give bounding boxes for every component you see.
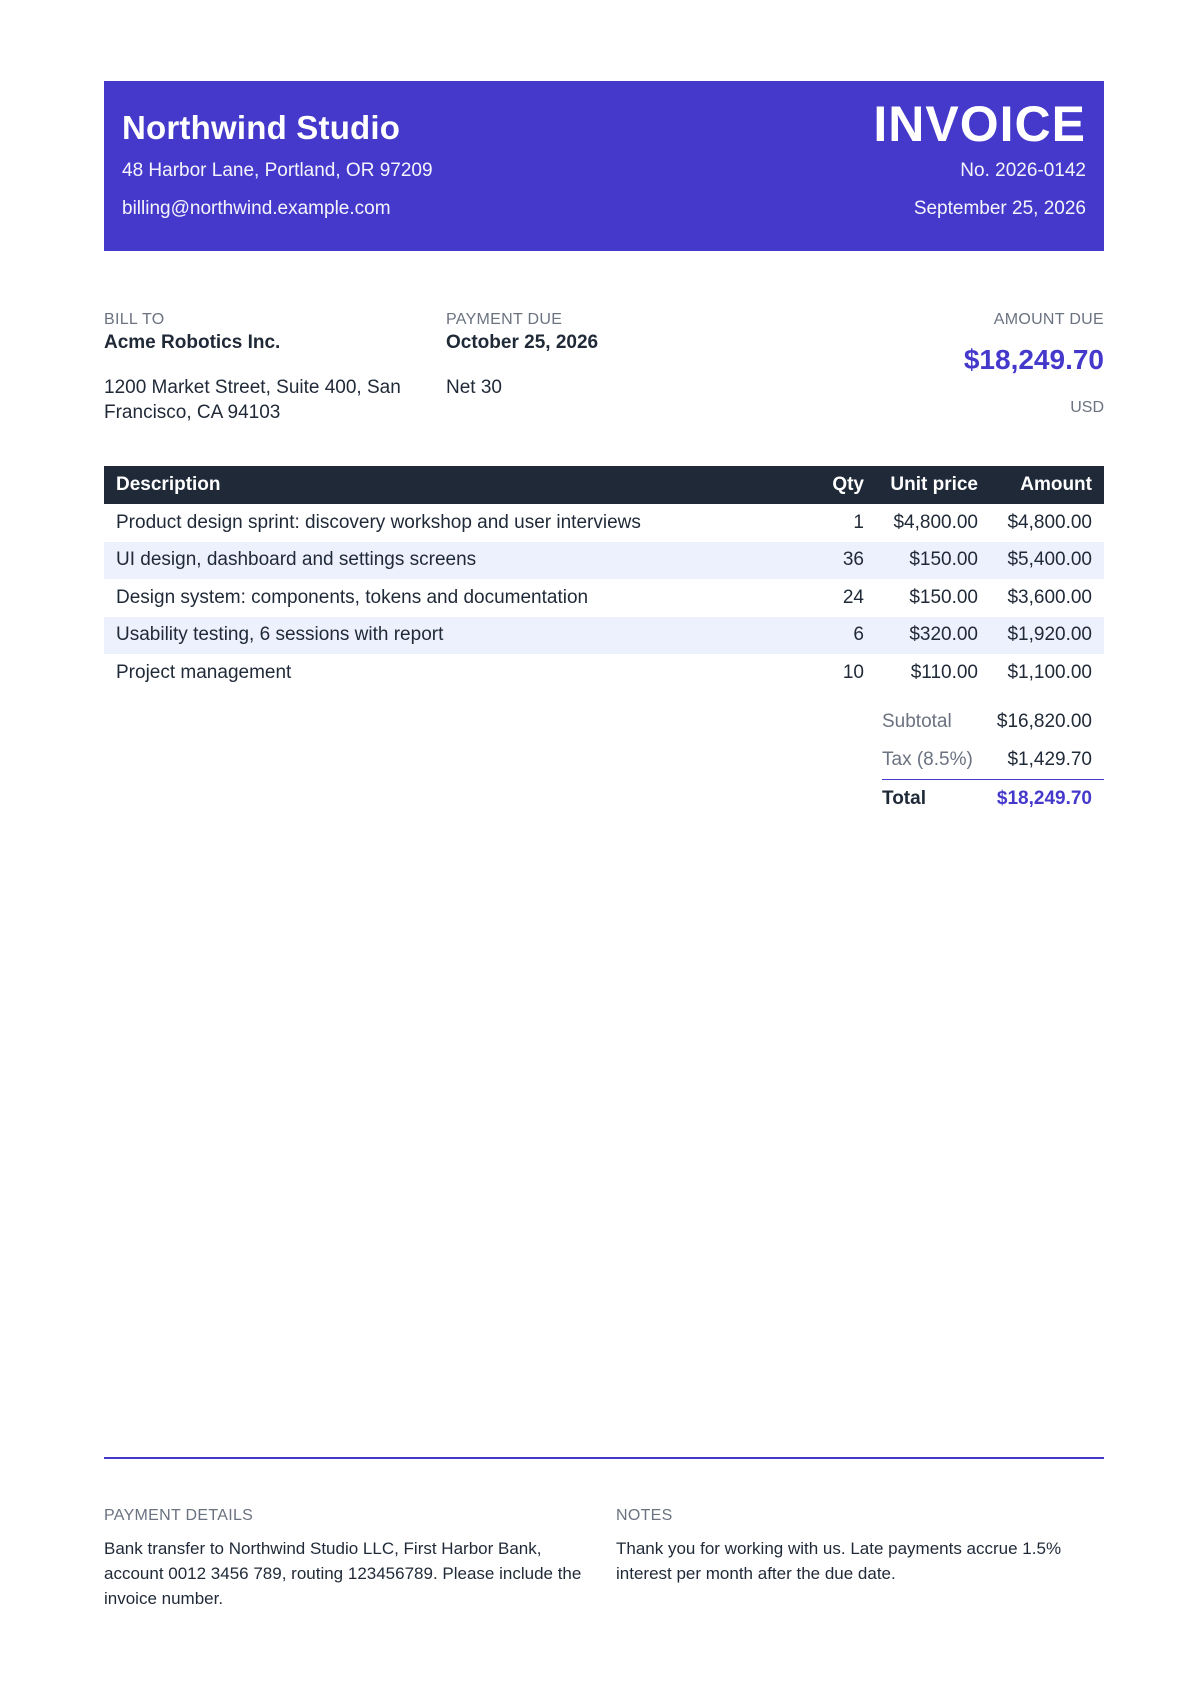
payment-terms: Net 30 bbox=[446, 377, 502, 398]
bill-to-label: BILL TO bbox=[104, 311, 165, 328]
subtotal-row bbox=[882, 703, 1104, 741]
bill-to-address: 1200 Market Street, Suite 400, San Francisco, CA 94103 bbox=[104, 377, 401, 423]
tax-row bbox=[882, 741, 1104, 779]
row-description: Product design sprint: discovery workshop and user interviews bbox=[116, 511, 641, 533]
row-amount: $1,100.00 bbox=[1007, 661, 1092, 683]
row-amount: $1,920.00 bbox=[990, 617, 1104, 655]
company-name: Northwind Studio bbox=[122, 109, 401, 146]
notes-label: NOTES bbox=[616, 1507, 673, 1524]
invoice-title: INVOICE bbox=[873, 96, 1086, 152]
row-amount: $5,400.00 bbox=[990, 542, 1104, 580]
row-description: Usability testing, 6 sessions with report bbox=[104, 617, 792, 655]
header-unit-price: Unit price bbox=[876, 466, 990, 504]
row-qty: 36 bbox=[792, 542, 876, 580]
payment-due-label: PAYMENT DUE bbox=[446, 311, 563, 328]
table-header-row bbox=[104, 466, 1104, 504]
row-qty: 6 bbox=[792, 617, 876, 655]
payment-due-date: October 25, 2026 bbox=[446, 332, 599, 353]
table-row bbox=[104, 504, 1104, 542]
total-value: $18,249.70 bbox=[996, 788, 1092, 809]
row-qty: 10 bbox=[842, 661, 864, 683]
invoice-page bbox=[104, 81, 1104, 1661]
subtotal-value: $16,820.00 bbox=[996, 711, 1092, 732]
row-description: UI design, dashboard and settings screens bbox=[104, 542, 792, 580]
tax-label: Tax (8.5%) bbox=[882, 749, 973, 770]
amount-due-value: $18,249.70 bbox=[963, 344, 1104, 375]
header-qty: Qty bbox=[792, 466, 876, 504]
header-description: Description bbox=[104, 466, 792, 504]
tax-value: $1,429.70 bbox=[1007, 749, 1092, 770]
row-description: Project management bbox=[116, 661, 292, 683]
row-amount: $3,600.00 bbox=[1007, 586, 1092, 608]
row-qty: 1 bbox=[853, 511, 864, 533]
row-unit-price: $320.00 bbox=[876, 617, 990, 655]
row-unit-price: $110.00 bbox=[910, 661, 978, 683]
row-unit-price: $150.00 bbox=[876, 542, 990, 580]
subtotal-label: Subtotal bbox=[882, 711, 952, 732]
row-qty: 24 bbox=[842, 586, 864, 608]
amount-due-label: AMOUNT DUE bbox=[993, 311, 1104, 328]
invoice-date: September 25, 2026 bbox=[913, 198, 1086, 219]
line-items-table bbox=[104, 466, 1104, 692]
notes-text: Thank you for working with us. Late payments accrue 1.5% interest per month after the due date. bbox=[616, 1539, 1062, 1583]
table-row bbox=[104, 617, 1104, 655]
bill-to-name: Acme Robotics Inc. bbox=[104, 332, 281, 353]
total-row bbox=[882, 779, 1104, 818]
row-unit-price: $4,800.00 bbox=[893, 511, 978, 533]
row-unit-price: $150.00 bbox=[909, 586, 978, 608]
amount-due-currency: USD bbox=[1070, 399, 1104, 416]
table-row bbox=[104, 654, 1104, 692]
company-email: billing@northwind.example.com bbox=[122, 198, 391, 219]
total-label: Total bbox=[882, 788, 926, 809]
table-row bbox=[104, 542, 1104, 580]
company-address: 48 Harbor Lane, Portland, OR 97209 bbox=[122, 160, 433, 181]
invoice-header bbox=[104, 81, 1104, 251]
totals-block bbox=[882, 703, 1104, 818]
row-amount: $4,800.00 bbox=[1007, 511, 1092, 533]
table-row bbox=[104, 579, 1104, 617]
footer-divider bbox=[104, 1457, 1104, 1459]
header-amount: Amount bbox=[990, 466, 1104, 504]
invoice-number: No. 2026-0142 bbox=[960, 160, 1086, 181]
payment-details-label: PAYMENT DETAILS bbox=[104, 1507, 254, 1524]
payment-details-text: Bank transfer to Northwind Studio LLC, First Harbor Bank, account 0012 3456 789, routing 123456789. Please include the invoice number. bbox=[104, 1539, 582, 1608]
row-description: Design system: components, tokens and documentation bbox=[116, 586, 589, 608]
